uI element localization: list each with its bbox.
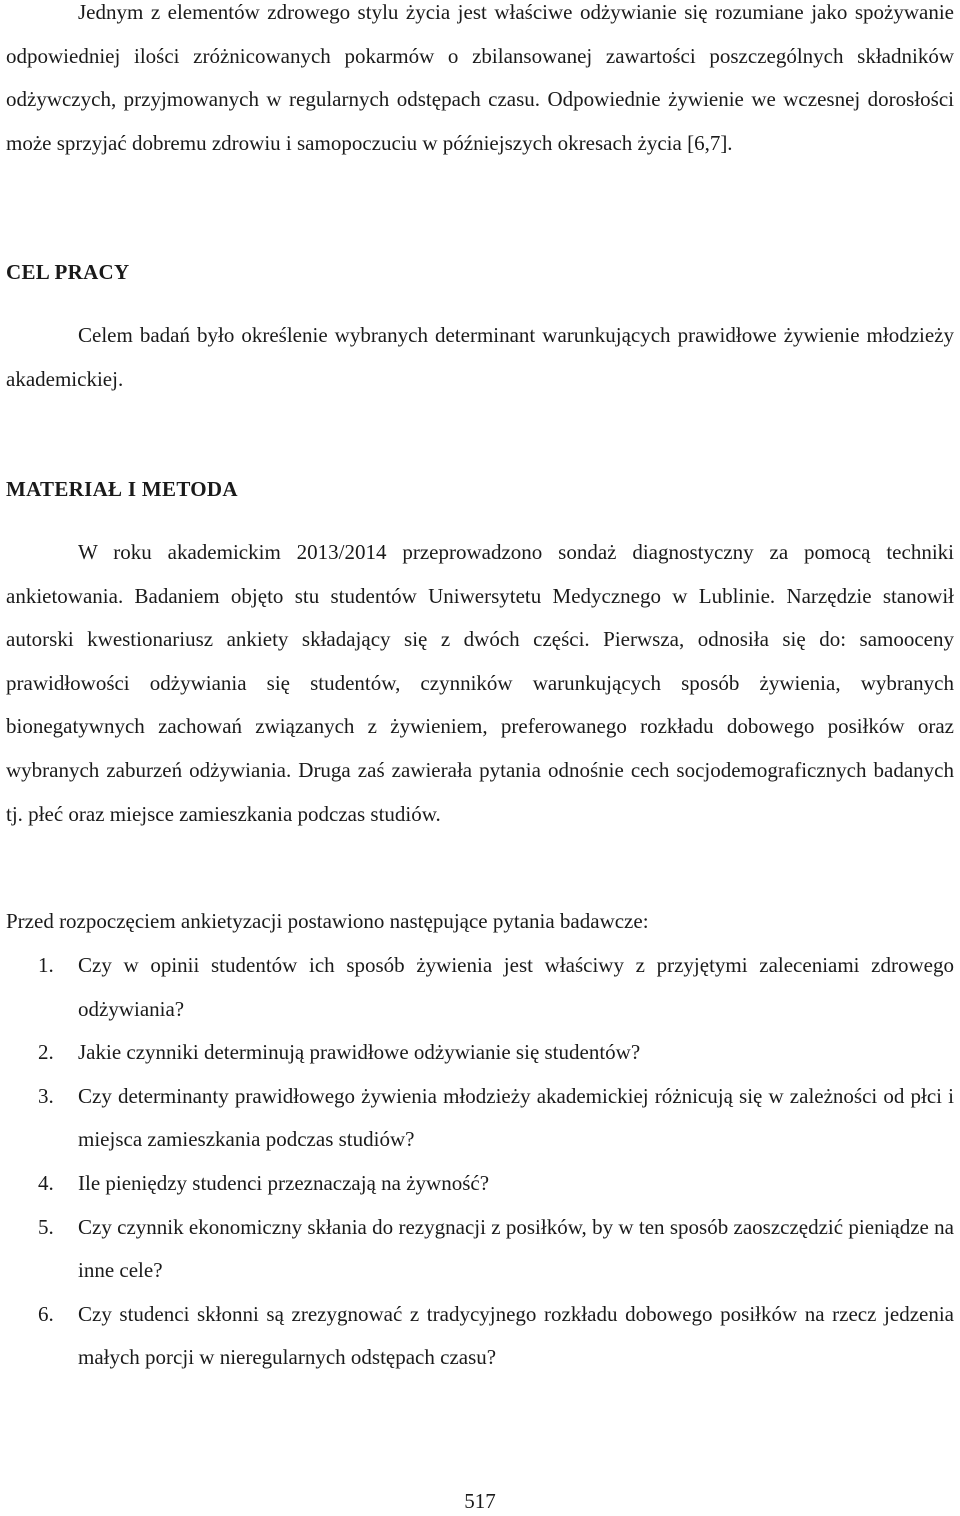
list-item-text: Czy w opinii studentów ich sposób żywienia jest właściwy z przyjętymi zaleceniami zdrowego odżywiania? [78,953,954,1021]
list-item-text: Czy studenci skłonni są zrezygnować z tradycyjnego rozkładu dobowego posiłków na rzecz jedzenia małych porcji w nieregularnych odstępach czasu? [78,1301,954,1370]
list-item [0,1206,954,1293]
methods-paragraph: W roku akademickim 2013/2014 przeprowadzono sondaż diagnostyczny za pomocą techniki ankietowania. Badaniem objęto stu studentów Uniwersytetu Medycznego w Lublinie. Narzędzie stanowił autorski kwestionariusz ankiety składający się z dwóch części. Pierwsza, odnosiła się do: samooceny prawidłowości odżywiania się studentów, czynników warunkujących sposób żywienia, wybranych bionegatywnych zachowań związanych z żywieniem, preferowanego rozkładu dobowego posiłków oraz wybranych zaburzeń odżywiania. Druga zaś zawierała pytania odnośnie cech socjodemograficznych badanych tj. płeć oraz miejsce zamieszkania podczas studiów. [6,540,954,826]
intro-paragraph: Jednym z elementów zdrowego stylu życia jest właściwe odżywianie się rozumiane jako spożywanie odpowiedniej ilości zróżnicowanych pokarmów o zbilansowanej zawartości poszczególnych składników odżywczych, przyjmowanych w regularnych odstępach czasu. Odpowiednie żywienie we wczesnej dorosłości może sprzyjać dobremu zdrowiu i samopoczuciu w późniejszych okresach życia [6,7]. [6,0,954,155]
list-item-number: 4. [38,1170,54,1195]
aim-paragraph: Celem badań było określenie wybranych determinant warunkujących prawidłowe żywienie młodzieży akademickiej. [6,323,954,391]
list-item [0,1162,954,1206]
list-item-text: Jakie czynniki determinują prawidłowe odżywianie się studentów? [78,1040,641,1065]
list-item-number: 6. [38,1301,54,1326]
list-item-text: Czy determinanty prawidłowego żywienia młodzieży akademickiej różnicują się w zależności od płci i miejsca zamieszkania podczas studiów? [78,1083,954,1152]
list-item [0,1031,954,1075]
list-item-number: 2. [38,1040,54,1065]
list-item-number: 1. [38,953,54,977]
list-item [0,944,954,1031]
page-number: 517 [464,1489,496,1513]
questions-intro: Przed rozpoczęciem ankietyzacji postawiono następujące pytania badawcze: [6,909,649,933]
list-item [0,1075,954,1162]
list-item [0,1293,954,1380]
list-item-number: 5. [38,1214,54,1239]
methods-heading: MATERIAŁ I METODA [6,477,238,501]
aim-heading: CEL PRACY [6,260,130,284]
list-item-number: 3. [38,1083,54,1108]
list-item-text: Czy czynnik ekonomiczny skłania do rezygnacji z posiłków, by w ten sposób zaoszczędzić pieniądze na inne cele? [78,1214,954,1283]
research-questions-list [0,944,960,1380]
list-item-text: Ile pieniędzy studenci przeznaczają na żywność? [78,1170,490,1195]
